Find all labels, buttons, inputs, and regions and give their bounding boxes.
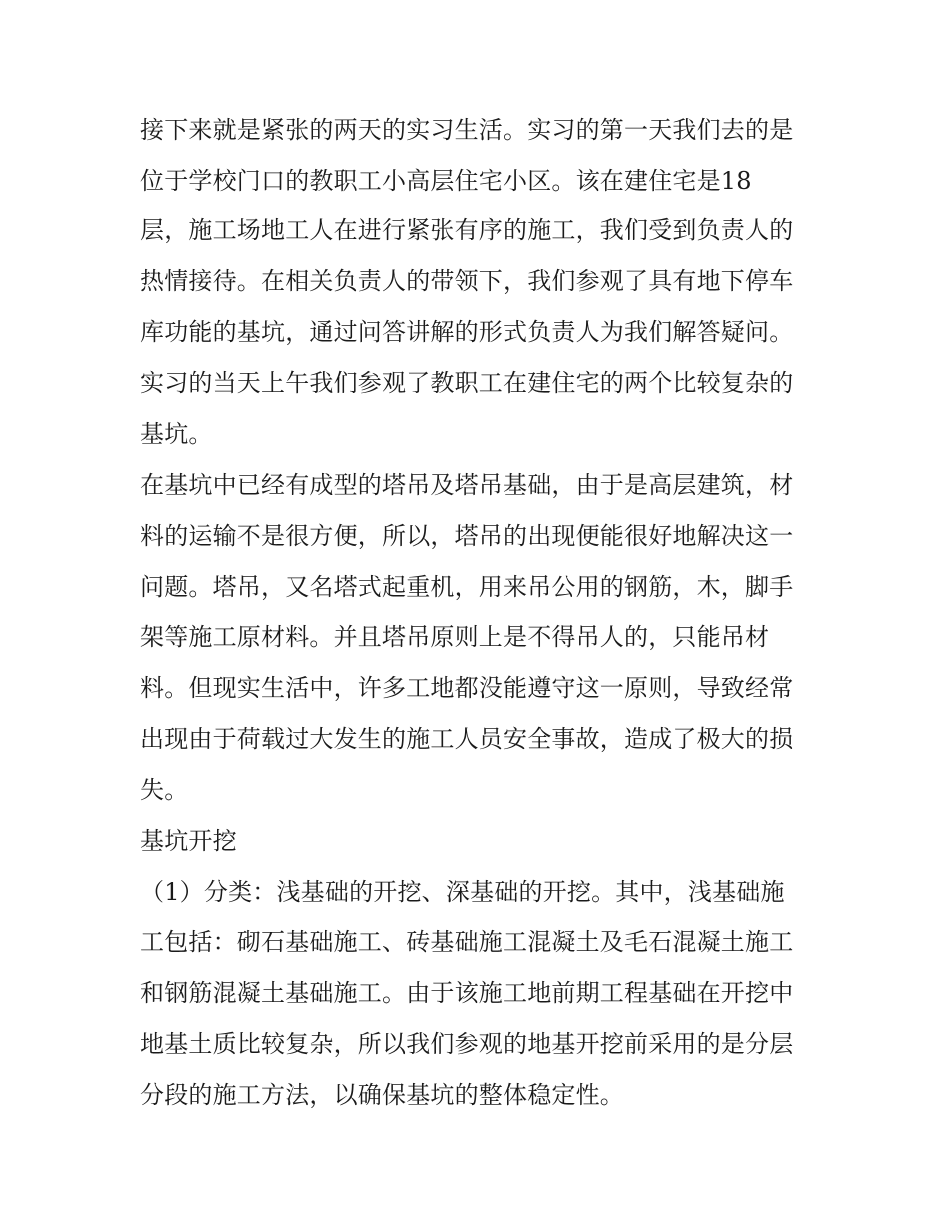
text-line: （1）分类：浅基础的开挖、深基础的开挖。其中，浅基础施: [140, 878, 785, 906]
text-line: 料的运输不是很方便，所以，塔吊的出现便能很好地解决这一: [140, 522, 794, 550]
text-line: 和钢筋混凝土基础施工。由于该施工地前期工程基础在开挖中: [140, 979, 794, 1007]
text-line: 层，施工场地工人在进行紧张有序的施工，我们受到负责人的: [140, 216, 794, 244]
text-line: 基坑。: [140, 420, 213, 448]
text-line: 料。但现实生活中，许多工地都没能遵守这一原则，导致经常: [140, 674, 794, 702]
text-line: 出现由于荷载过大发生的施工人员安全事故，造成了极大的损: [140, 725, 794, 753]
text-line: 库功能的基坑，通过问答讲解的形式负责人为我们解答疑问。: [140, 318, 794, 346]
text-line: 分段的施工方法，以确保基坑的整体稳定性。: [140, 1081, 624, 1109]
section-heading: 基坑开挖: [140, 827, 237, 855]
text-line: 地基土质比较复杂，所以我们参观的地基开挖前采用的是分层: [140, 1030, 794, 1058]
text-line: 问题。塔吊，又名塔式起重机，用来吊公用的钢筋，木，脚手: [140, 573, 794, 601]
text-line: 位于学校门口的教职工小高层住宅小区。该在建住宅是18: [140, 167, 752, 195]
text-line: 工包括：砌石基础施工、砖基础施工混凝土及毛石混凝土施工: [140, 928, 794, 956]
text-line: 在基坑中已经有成型的塔吊及塔吊基础，由于是高层建筑，材: [140, 471, 794, 499]
text-line: 架等施工原材料。并且塔吊原则上是不得吊人的，只能吊材: [140, 623, 770, 651]
text-line: 失。: [140, 776, 189, 804]
text-line: 热情接待。在相关负责人的带领下，我们参观了具有地下停车: [140, 267, 794, 295]
text-line: 接下来就是紧张的两天的实习生活。实习的第一天我们去的是: [140, 116, 794, 144]
text-line: 实习的当天上午我们参观了教职工在建住宅的两个比较复杂的: [140, 369, 794, 397]
